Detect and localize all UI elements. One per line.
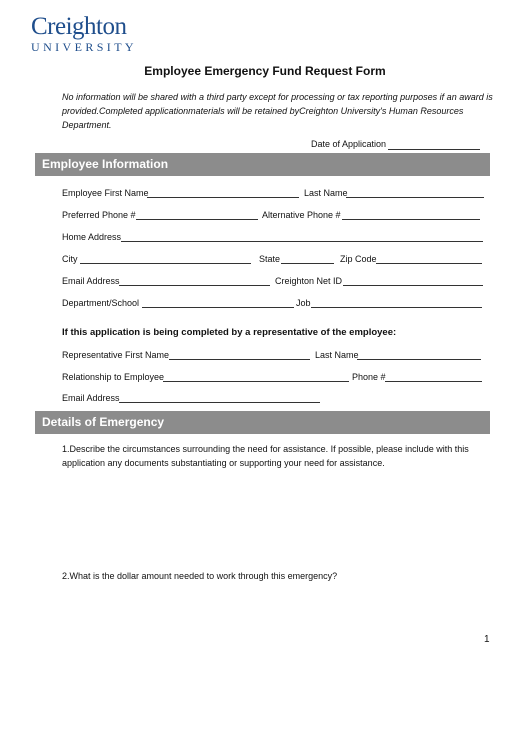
date-of-application-label: Date of Application: [311, 139, 387, 149]
last-name-field[interactable]: [346, 197, 484, 198]
zip-code-field[interactable]: [376, 263, 482, 264]
first-name-field[interactable]: [147, 197, 299, 198]
alt-phone-label: Alternative Phone #: [262, 210, 341, 220]
net-id-label: Creighton Net ID: [275, 276, 343, 286]
city-label: City: [62, 254, 78, 264]
rep-last-name-label: Last Name: [315, 350, 359, 360]
university-logo-subtitle: UNIVERSITY: [31, 40, 137, 54]
question-dollar-amount: 2.What is the dollar amount needed to work through this emergency?: [62, 571, 338, 581]
employee-information-title: Employee Information: [42, 157, 169, 171]
rep-email-label: Email Address: [62, 393, 120, 403]
preferred-phone-label: Preferred Phone #: [62, 210, 136, 220]
department-field[interactable]: [142, 307, 294, 308]
state-label: State: [259, 254, 281, 264]
details-of-emergency-title: Details of Emergency: [42, 415, 165, 429]
city-field[interactable]: [80, 263, 251, 264]
university-logo-wordmark: Creighton: [31, 13, 127, 40]
net-id-field[interactable]: [343, 285, 483, 286]
form-title: Employee Emergency Fund Request Form: [144, 64, 386, 78]
page-number: 1: [484, 634, 490, 645]
question-circumstances: 1.Describe the circumstances surrounding the need for assistance. If possible, please include with this application any documents substantiating or supporting your need for assistance.: [62, 444, 469, 468]
privacy-notice: No information will be shared with a third party except for processing or tax reporting purposes if an award is provided.Completed applicationmaterials will be retained byCreighton University's Human Resources Department.: [62, 92, 493, 130]
answer-area-circumstances[interactable]: [486, 530, 487, 531]
zip-code-label: Zip Code: [340, 254, 377, 264]
date-of-application-field[interactable]: [388, 149, 480, 150]
first-name-label: Employee First Name: [62, 188, 149, 198]
preferred-phone-field[interactable]: [136, 219, 258, 220]
email-label: Email Address: [62, 276, 120, 286]
rep-phone-label: Phone #: [352, 372, 386, 382]
representative-heading: If this application is being completed by a representative of the employee:: [62, 327, 397, 338]
state-field[interactable]: [281, 263, 334, 264]
rep-first-name-field[interactable]: [169, 359, 310, 360]
details-of-emergency-header: [35, 411, 490, 434]
rep-last-name-field[interactable]: [357, 359, 481, 360]
employee-information-header: [35, 153, 490, 176]
email-field[interactable]: [119, 285, 270, 286]
relationship-label: Relationship to Employee: [62, 372, 165, 382]
home-address-label: Home Address: [62, 232, 122, 242]
alt-phone-field[interactable]: [342, 219, 480, 220]
rep-first-name-label: Representative First Name: [62, 350, 170, 360]
last-name-label: Last Name: [304, 188, 348, 198]
job-label: Job: [296, 298, 311, 308]
job-field[interactable]: [311, 307, 482, 308]
home-address-field[interactable]: [121, 241, 483, 242]
rep-email-field[interactable]: [119, 402, 320, 403]
relationship-field[interactable]: [163, 381, 349, 382]
department-label: Department/School: [62, 298, 140, 308]
rep-phone-field[interactable]: [385, 381, 482, 382]
